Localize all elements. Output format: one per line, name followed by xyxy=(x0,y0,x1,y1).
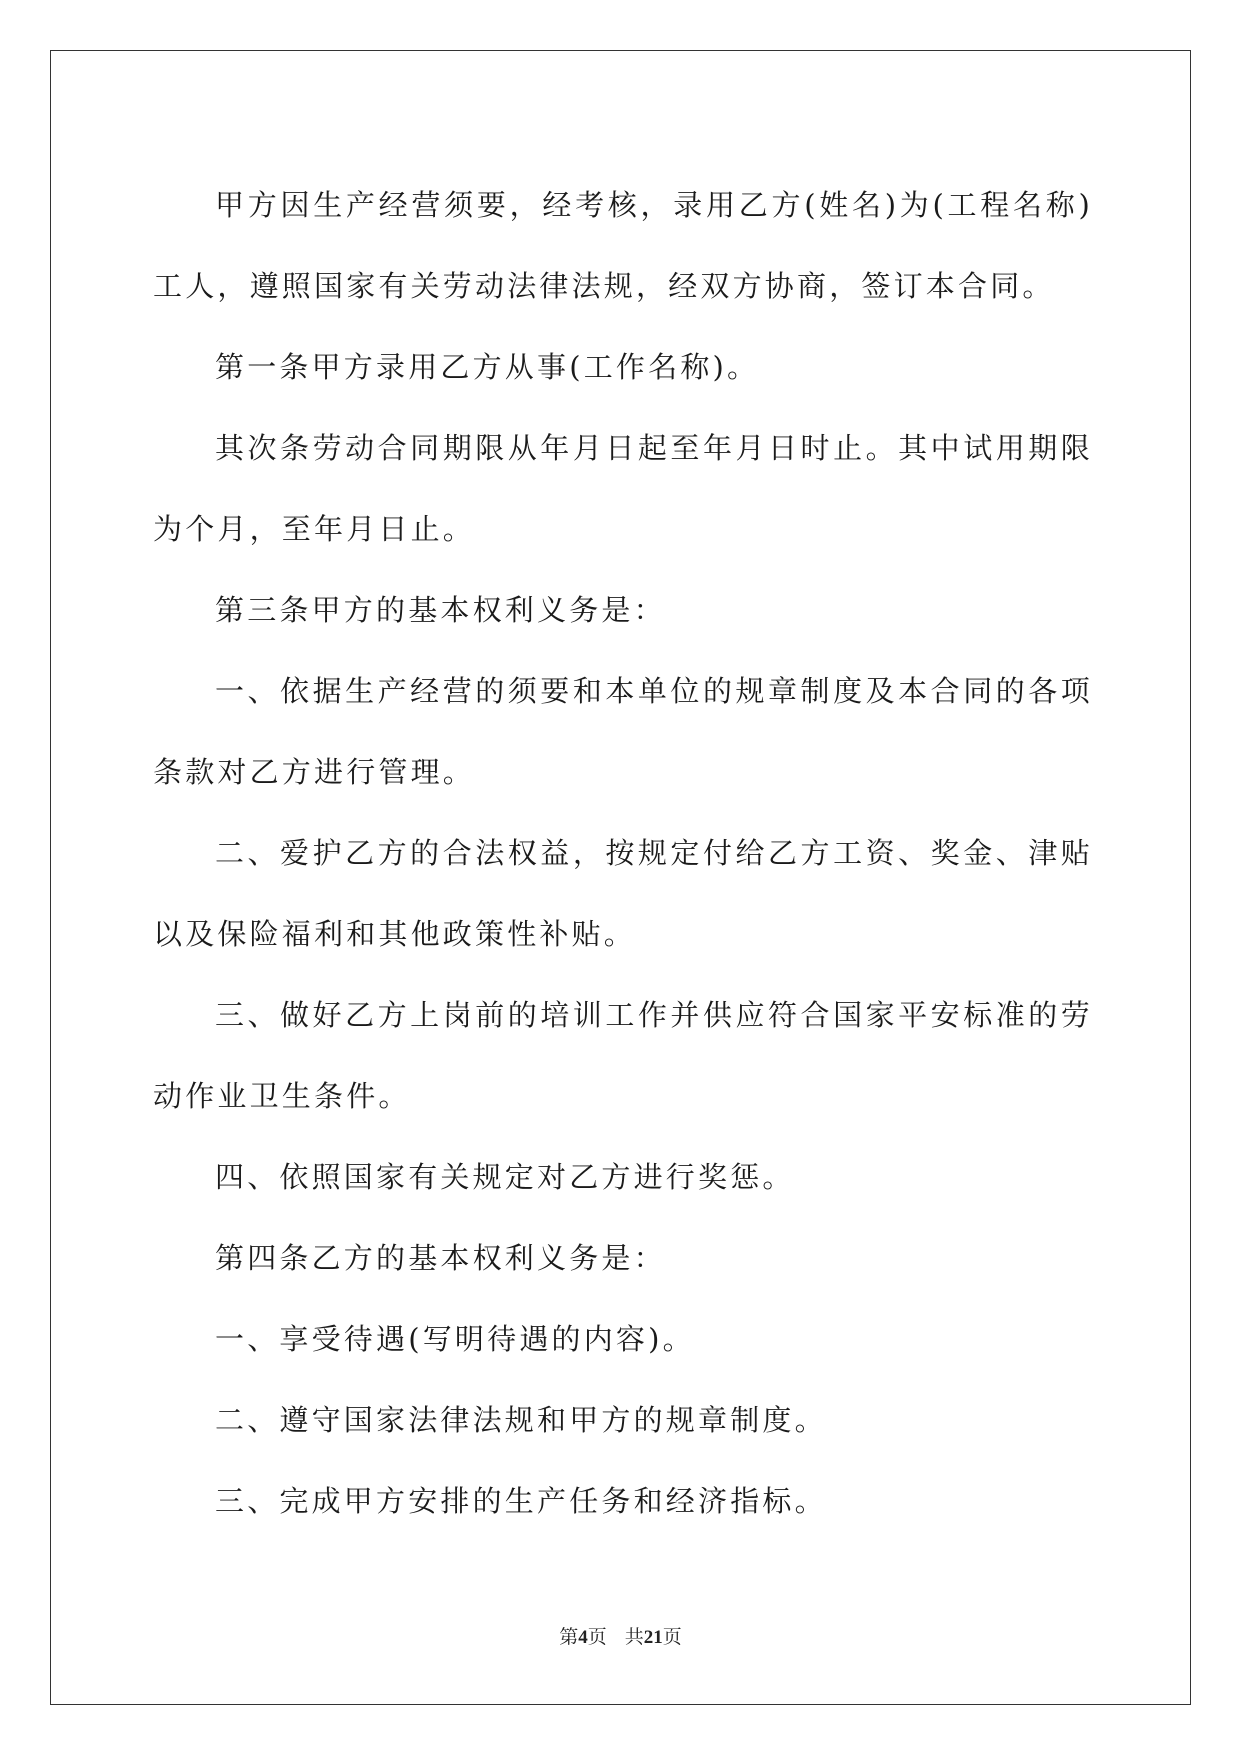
footer-page-prefix: 第 xyxy=(559,1627,579,1648)
page-footer xyxy=(0,1622,1241,1649)
footer-total-suffix: 页 xyxy=(662,1627,682,1648)
paragraph-article-4-item-3: 三、完成甲方安排的生产任务和经济指标。 xyxy=(215,1484,827,1518)
paragraph-article-1: 第一条甲方录用乙方从事(工作名称)。 xyxy=(215,350,760,384)
footer-page-current: 4 xyxy=(578,1627,588,1648)
paragraph-intro: 甲方因生产经营须要，经考核，录用乙方(姓名)为(工程名称)工人，遵照国家有关劳动法律法规，经双方协商，签订本合同。 xyxy=(153,188,1093,303)
paragraph-article-3-item-3: 三、做好乙方上岗前的培训工作并供应符合国家平安标准的劳动作业卫生条件。 xyxy=(153,998,1093,1113)
paragraph-article-3-item-2: 二、爱护乙方的合法权益，按规定付给乙方工资、奖金、津贴以及保险福利和其他政策性补贴。 xyxy=(153,836,1093,951)
paragraph-article-4-item-2: 二、遵守国家法律法规和甲方的规章制度。 xyxy=(215,1403,827,1437)
paragraph-article-3: 第三条甲方的基本权利义务是： xyxy=(215,593,666,627)
footer-page-total: 21 xyxy=(643,1627,663,1648)
footer-page-mid: 页 xyxy=(587,1627,607,1648)
footer-total-prefix: 共 xyxy=(624,1627,644,1648)
paragraph-article-3-item-4: 四、依照国家有关规定对乙方进行奖惩。 xyxy=(215,1160,795,1194)
paragraph-article-2: 其次条劳动合同期限从年月日起至年月日时止。其中试用期限为个月，至年月日止。 xyxy=(153,431,1093,546)
paragraph-article-4-item-1: 一、享受待遇(写明待遇的内容)。 xyxy=(215,1322,695,1356)
paragraph-article-4: 第四条乙方的基本权利义务是： xyxy=(215,1241,666,1275)
document-body xyxy=(153,165,1093,1542)
paragraph-article-3-item-1: 一、依据生产经营的须要和本单位的规章制度及本合同的各项条款对乙方进行管理。 xyxy=(153,674,1093,789)
